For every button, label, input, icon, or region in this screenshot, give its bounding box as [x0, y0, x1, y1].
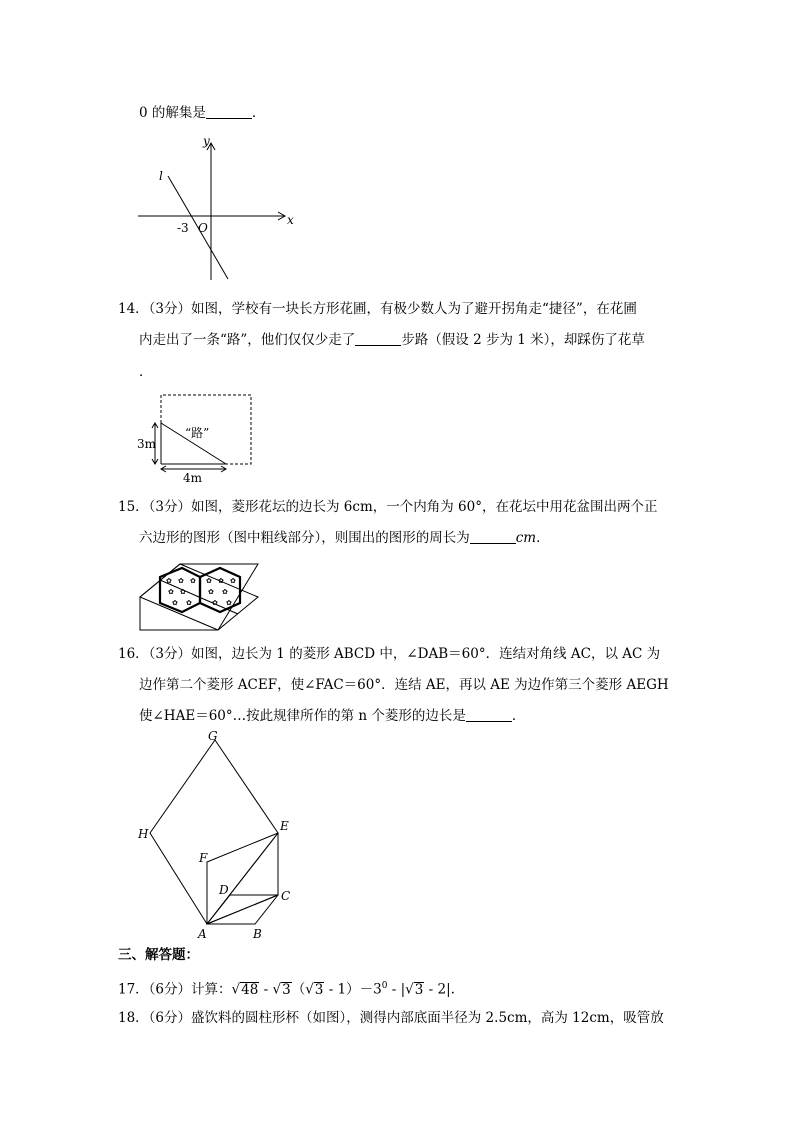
q14-line1: 14．（3分）如图，学校有一块长方形花圃，有极少数人为了避开拐角走“捷径”，在花圃	[118, 301, 637, 317]
q16-line2: 边作第二个菱形 ACEF，使∠FAC＝60°．连结 AE，再以 AE 为边作第三个菱形 AEGH	[139, 677, 669, 693]
fig16-label-E: E	[280, 819, 289, 833]
fig16-label-D: D	[219, 883, 229, 897]
q17-root3: 3	[314, 981, 324, 998]
q17-root4: 3	[414, 981, 424, 998]
fig16-label-F: F	[199, 851, 208, 865]
svg-text:✿: ✿	[190, 577, 196, 585]
fig16-label-A: A	[198, 927, 207, 941]
fig16-label-C: C	[281, 889, 291, 903]
fig16-label-B: B	[253, 927, 262, 941]
q15-line1: 15．（3分）如图，菱形花坛的边长为 6cm，一个内角为 60°，在花坛中用花盆围出两个正	[118, 499, 658, 515]
svg-text:✿: ✿	[212, 599, 218, 607]
q15-unit: cm	[515, 530, 537, 546]
fig13-x-label: x	[287, 213, 294, 227]
fig14-width-label: 4m	[183, 471, 203, 485]
svg-text:✿: ✿	[222, 588, 228, 596]
q15-line2-a: 六边形的图形（图中粗线部分），则围出的图形的周长为	[139, 530, 470, 546]
svg-text:✿: ✿	[166, 577, 172, 585]
q17-paren-open: （	[291, 981, 306, 998]
section3-heading: 三、解答题：	[118, 947, 199, 963]
fig13-l-label: l	[159, 169, 163, 183]
q17-exponent: 0	[381, 981, 388, 991]
q17-minus: -	[263, 981, 269, 998]
svg-text:✿: ✿	[178, 577, 184, 585]
q16-line3-b: ．	[511, 708, 526, 724]
fig13-y-label: y	[203, 134, 210, 148]
q18-line1: 18．（6分）盛饮料的圆柱形杯（如图），测得内部底面半径为 2.5cm，高为 12cm，吸管放	[118, 1010, 664, 1026]
svg-text:✿: ✿	[218, 577, 224, 585]
q17-paren-close: - 1）－3	[328, 981, 382, 998]
svg-text:✿: ✿	[168, 588, 174, 596]
q17-tail-b: - 2|.	[428, 981, 455, 998]
svg-text:✿: ✿	[226, 599, 232, 607]
fig16-label-H: H	[138, 827, 149, 841]
svg-text:✿: ✿	[172, 599, 178, 607]
svg-text:✿: ✿	[206, 577, 212, 585]
q17-prefix: 17．（6分）计算：	[118, 981, 232, 998]
svg-text:✿: ✿	[208, 588, 214, 596]
fig14-height-label: 3m	[137, 437, 157, 451]
fig16-label-G: G	[208, 729, 218, 743]
svg-text:✿: ✿	[180, 588, 186, 596]
q14-line2-b: 步路（假设 2 步为 1 米），却踩伤了花草	[401, 332, 645, 348]
fig13-neg3-label: -3	[177, 221, 189, 235]
q14-line3: ．	[139, 364, 153, 380]
svg-text:✿: ✿	[230, 577, 236, 585]
q17-root1: 48	[241, 981, 259, 998]
fig13-origin-label: O	[198, 221, 208, 235]
q13-prefix: 0 的解集是	[139, 105, 206, 121]
q14-line2-a: 内走出了一条“路”，他们仅仅少走了	[139, 332, 356, 348]
q16-line1: 16．（3分）如图，边长为 1 的菱形 ABCD 中，∠DAB＝60°．连结对角线 AC，以 AC 为	[118, 646, 661, 662]
q13-suffix: ．	[251, 105, 266, 121]
q17-line: 17．（6分）计算：$√48 - √3(√3 - 1)-3^0 - |√3 - 2|$.	[118, 981, 455, 998]
q17-tail-a: - |	[391, 981, 406, 998]
q15-line2-end: ．	[536, 530, 550, 546]
svg-text:✿: ✿	[186, 599, 192, 607]
q16-line3-a: 使∠HAE＝60°…按此规律所作的第 n 个菱形的边长是	[139, 708, 466, 724]
fig14-road-label: “路”	[185, 426, 210, 440]
q17-root2: 3	[282, 981, 291, 998]
